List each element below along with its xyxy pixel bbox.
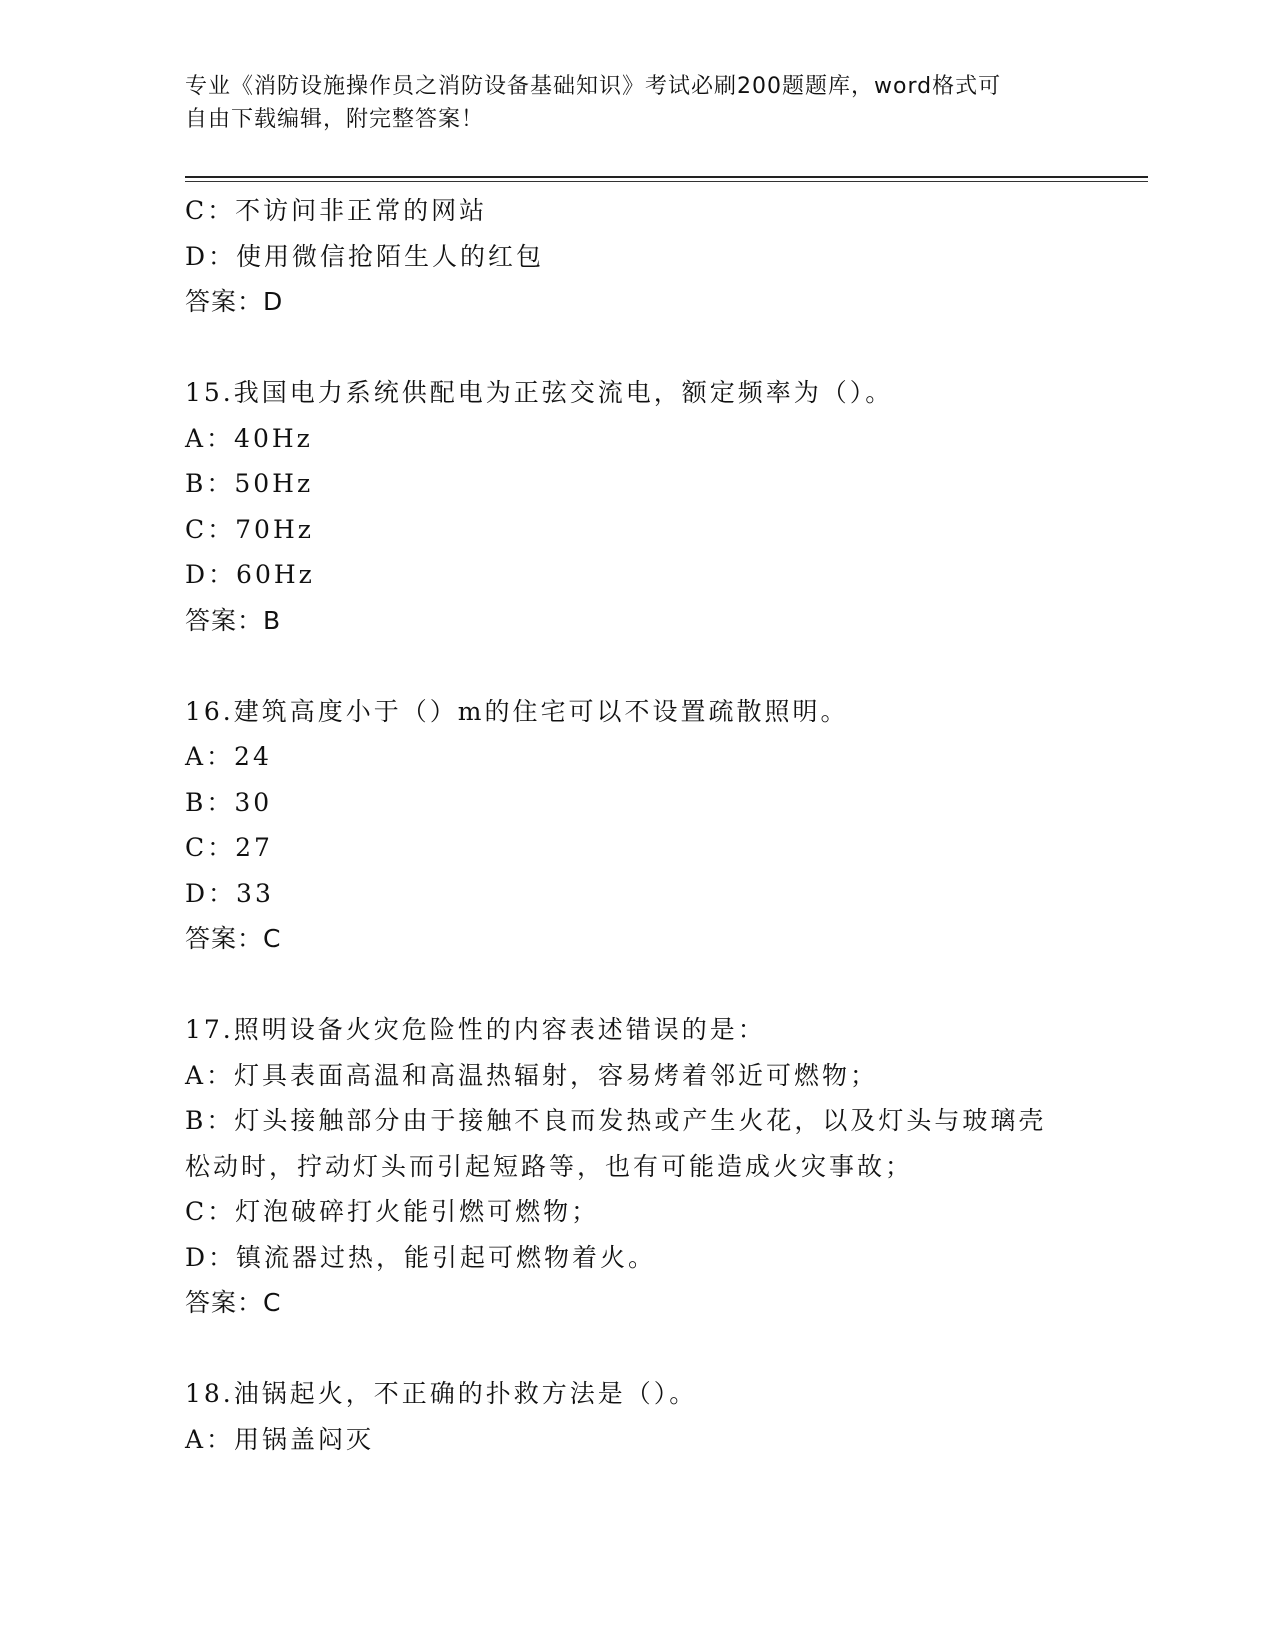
option-a: A：用锅盖闷灭	[185, 1424, 375, 1454]
option-a: A：灯具表面高温和高温热辐射，容易烤着邻近可燃物；	[185, 1060, 879, 1090]
spacer	[185, 643, 1085, 689]
header-divider-thin	[185, 181, 1148, 182]
option-d: D：使用微信抢陌生人的红包	[185, 241, 545, 271]
option-b: B：50Hz	[185, 469, 314, 498]
option-c: C：70Hz	[185, 514, 314, 544]
spacer	[185, 962, 1085, 1008]
question-stem: 15.我国电力系统供配电为正弦交流电，额定频率为（）。	[185, 378, 894, 407]
document-header	[185, 70, 1065, 136]
spacer	[185, 1326, 1085, 1372]
header-divider-thick	[185, 176, 1148, 178]
option-d: D：33	[185, 878, 274, 908]
question-list	[185, 188, 1085, 1462]
answer: 答案：B	[185, 605, 282, 635]
question-stem: 16.建筑高度小于（）m的住宅可以不设置疏散照明。	[185, 696, 849, 726]
option-d: D：60Hz	[185, 560, 315, 589]
option-a: A：40Hz	[185, 423, 313, 453]
option-a: A：24	[185, 742, 272, 771]
question-block-14	[185, 188, 1085, 325]
question-block-18	[185, 1371, 1085, 1462]
option-c: C：灯泡破碎打火能引燃可燃物；	[185, 1197, 600, 1226]
option-b-line-1: B：灯头接触部分由于接触不良而发热或产生火花，以及灯头与玻璃壳	[185, 1106, 1047, 1135]
question-block-15	[185, 370, 1085, 643]
option-c: C：不访问非正常的网站	[185, 196, 488, 225]
option-c: C：27	[185, 833, 273, 862]
option-b: B：30	[185, 787, 273, 817]
header-line-1: 专业《消防设施操作员之消防设备基础知识》考试必刷200题题库，word格式可	[185, 74, 1002, 99]
answer: 答案：C	[185, 924, 282, 953]
question-stem: 17.照明设备火灾危险性的内容表述错误的是：	[185, 1015, 766, 1044]
answer: 答案：C	[185, 1288, 282, 1317]
option-d: D：镇流器过热，能引起可燃物着火。	[185, 1242, 657, 1272]
answer: 答案：D	[185, 287, 284, 316]
question-stem: 18.油锅起火，不正确的扑救方法是（）。	[185, 1379, 698, 1408]
question-block-17	[185, 1007, 1085, 1326]
header-line-2: 自由下载编辑，附完整答案！	[185, 107, 485, 132]
spacer	[185, 325, 1085, 371]
option-b-line-2: 松动时，拧动灯头而引起短路等，也有可能造成火灾事故；	[185, 1151, 914, 1181]
question-block-16	[185, 689, 1085, 962]
